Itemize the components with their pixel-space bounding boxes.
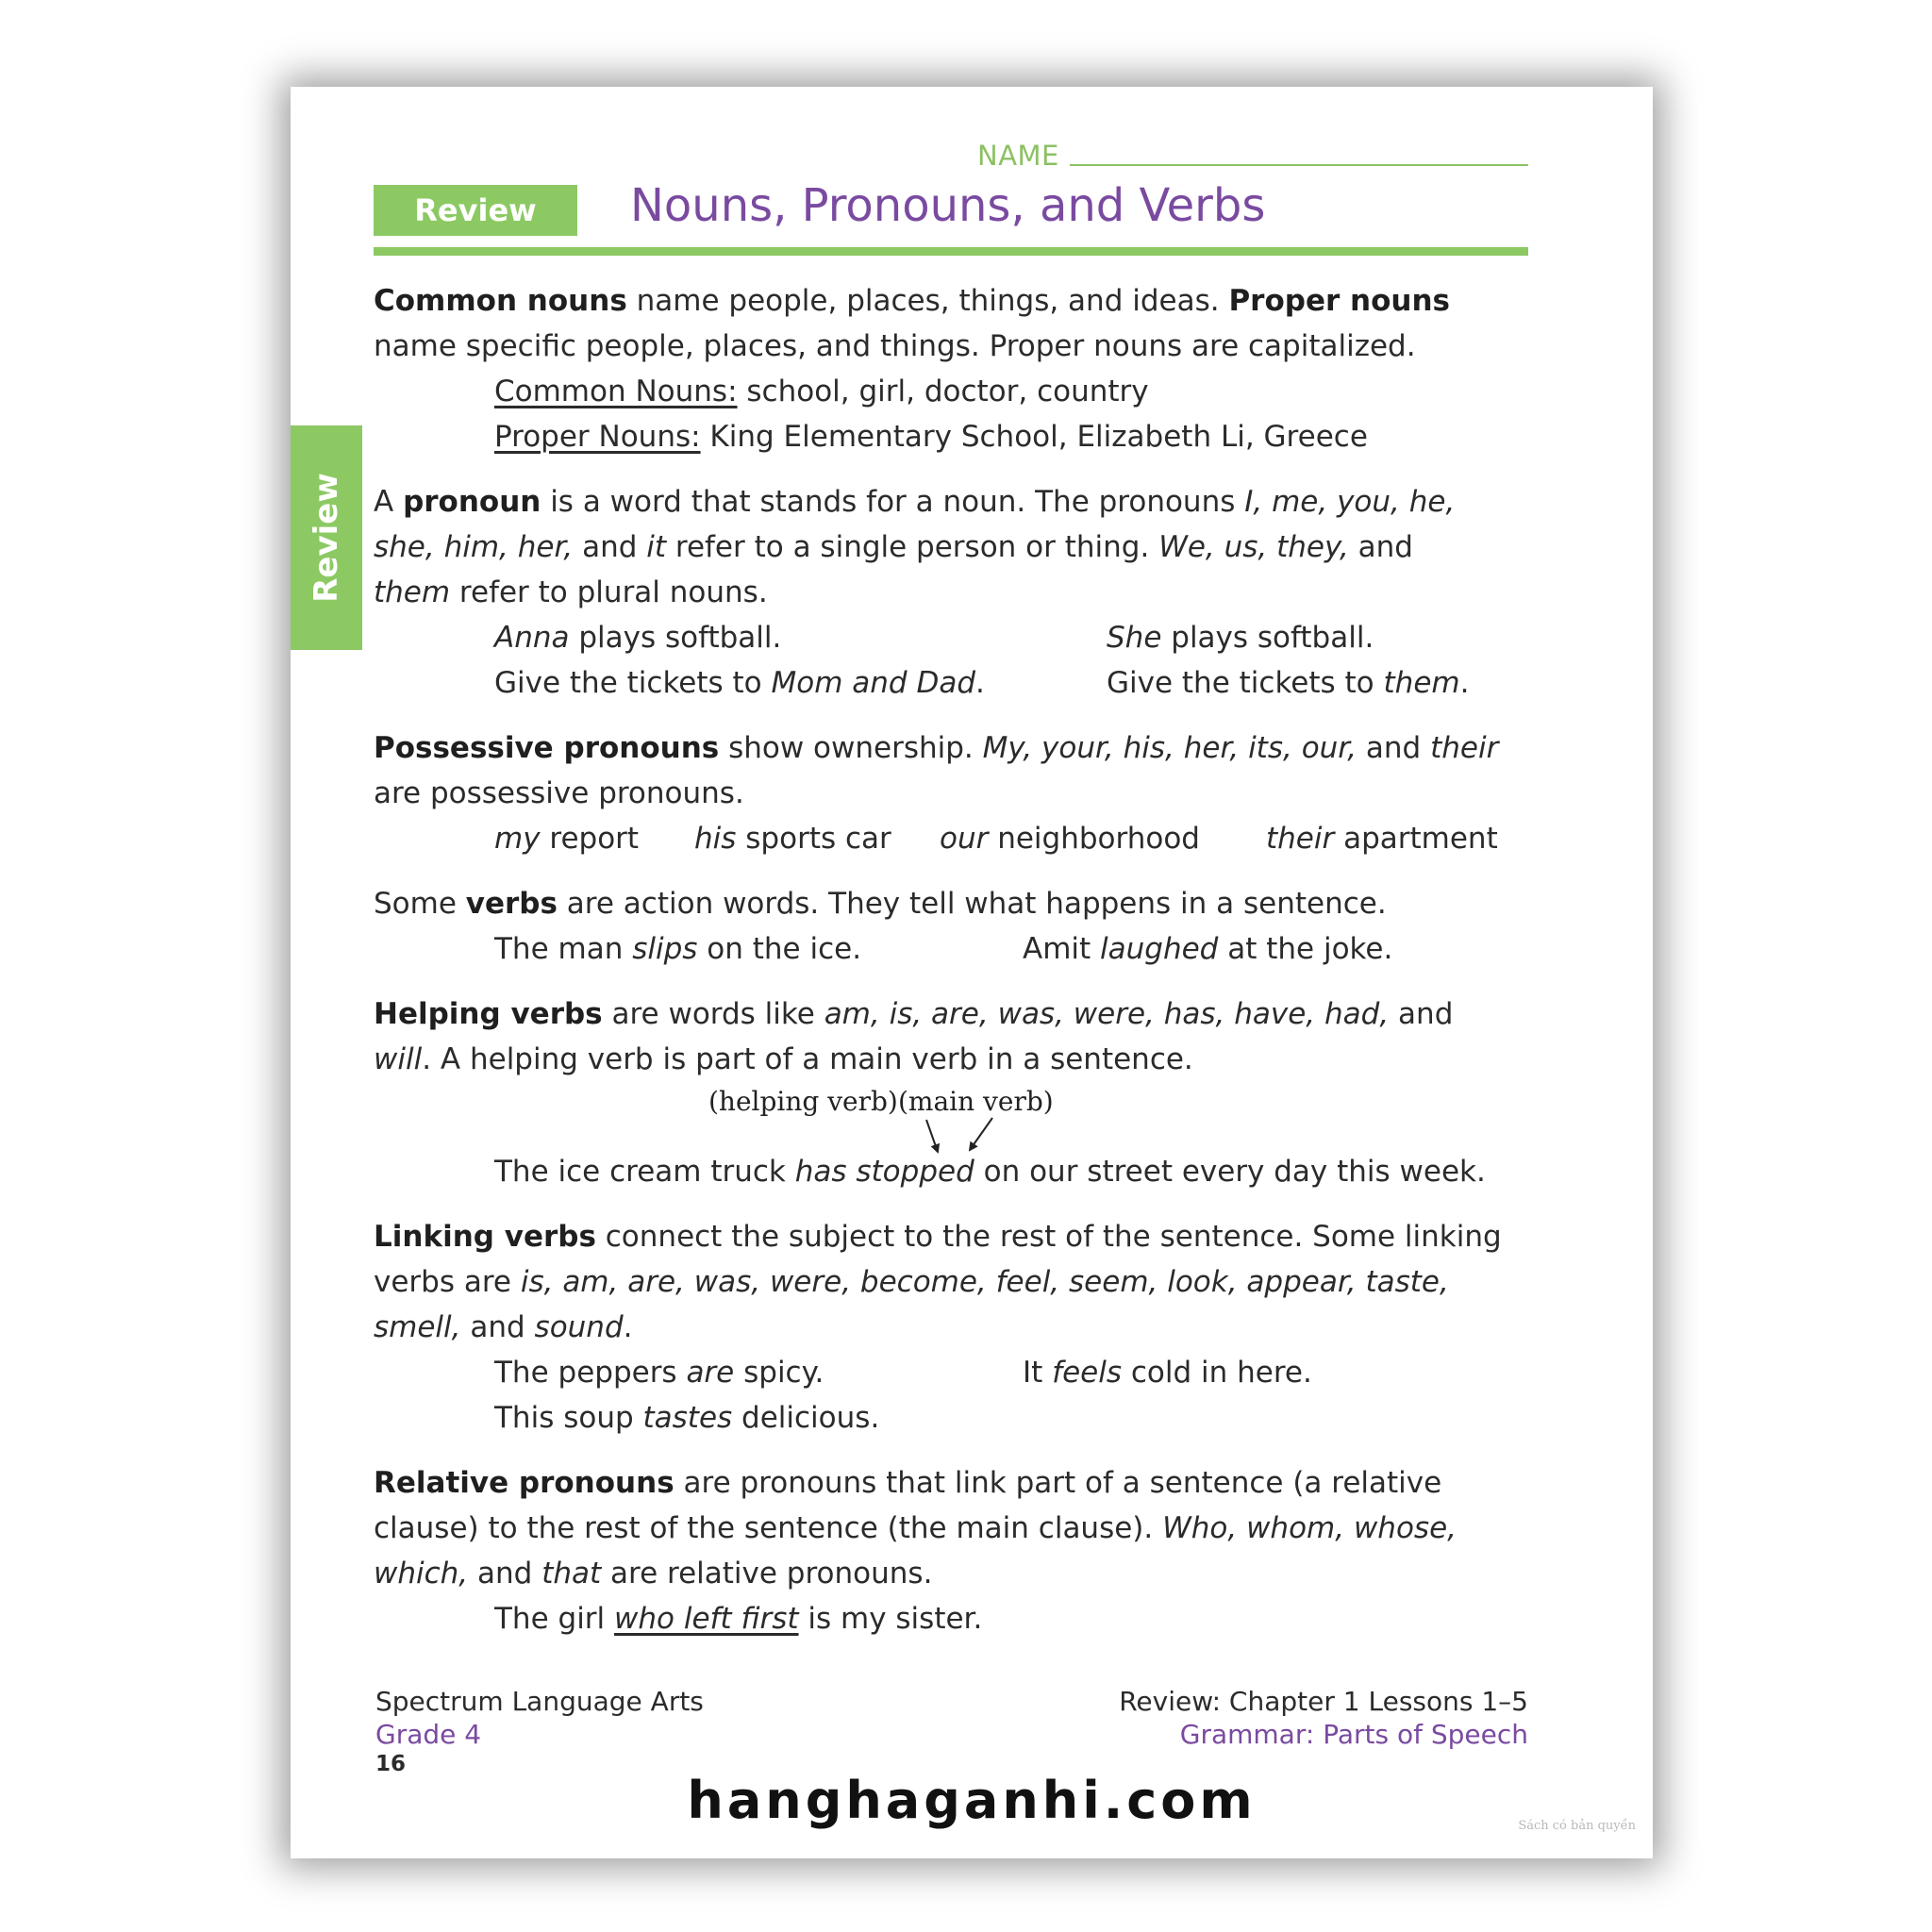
relative-line-3: which, and that are relative pronouns. [374,1557,933,1591]
main-verb-arrow-icon [970,1118,992,1150]
title-rule [374,247,1528,256]
verbs-example-2: Amit laughed at the joke. [1023,932,1393,966]
name-label: NAME [977,140,1059,172]
footer-page-number: 16 [375,1752,407,1776]
relative-example: The girl who left first is my sister. [494,1602,983,1636]
verbs-example-1: The man slips on the ice. [494,932,862,966]
main-verb-annotation: (main verb) [898,1086,1054,1117]
proper-nouns-example: Proper Nouns: King Elementary School, Elizabeth Li, Greece [494,420,1368,454]
linking-line-3: smell, and sound. [374,1310,633,1344]
possessive-line-1: Possessive pronouns show ownership. My, your, his, her, its, our, and their [374,731,1499,765]
pronoun-example-1: Anna plays softball. [494,621,782,655]
helping-example: The ice cream truck has stopped on our street every day this week. [494,1155,1486,1189]
helping-line-1: Helping verbs are words like am, is, are, was, were, has, have, had, and [374,997,1454,1031]
pronoun-example-2: She plays softball. [1107,621,1374,655]
footer-topic: Grammar: Parts of Speech [1179,1719,1528,1750]
possessive-example: my report [494,822,640,856]
watermark-text: hanghaganhi.com [687,1771,1257,1830]
possessive-example: our neighborhood [940,822,1200,856]
side-tab [291,425,362,650]
relative-line-2: clause) to the rest of the sentence (the main clause). Who, whom, whose, [374,1511,1457,1545]
verbs-line-1: Some verbs are action words. They tell what happens in a sentence. [374,887,1387,921]
common-nouns-line-2: name specific people, places, and things. Proper nouns are capitalized. [374,329,1416,363]
footer-book-title: Spectrum Language Arts [375,1686,704,1717]
copyright-note: Sách có bản quyền [1518,1819,1636,1833]
helping-verb-arrow-icon [926,1120,938,1152]
possessive-example: his sports car [694,822,891,856]
linking-example-3: This soup tastes delicious. [494,1401,880,1435]
possessive-line-2: are possessive pronouns. [374,776,744,810]
relative-line-1: Relative pronouns are pronouns that link part of a sentence (a relative [374,1466,1442,1500]
common-nouns-line-1: Common nouns name people, places, things, and ideas. Proper nouns [374,284,1451,318]
linking-example-1: The peppers are spicy. [494,1356,824,1390]
review-badge: Review [374,185,577,236]
helping-line-2: will. A helping verb is part of a main verb in a sentence. [374,1042,1193,1076]
page-title: Nouns, Pronouns, and Verbs [630,179,1266,232]
possessive-example: their apartment [1266,822,1498,856]
pronoun-line-1: A pronoun is a word that stands for a noun. The pronouns I, me, you, he, [374,485,1456,519]
footer-grade: Grade 4 [375,1719,482,1750]
linking-line-1: Linking verbs connect the subject to the rest of the sentence. Some linking [374,1220,1502,1254]
linking-example-2: It feels cold in here. [1023,1356,1312,1390]
pronoun-example-3: Give the tickets to Mom and Dad. [494,666,985,700]
helping-verb-annotation: (helping verb) [708,1086,898,1117]
linking-line-2: verbs are is, am, are, was, were, become, feel, seem, look, appear, taste, [374,1265,1449,1299]
pronoun-example-4: Give the tickets to them. [1107,666,1470,700]
side-tab-label: Review [308,473,345,603]
footer-chapter: Review: Chapter 1 Lessons 1–5 [1119,1686,1528,1717]
common-nouns-example: Common Nouns: school, girl, doctor, country [494,375,1149,408]
pronoun-line-3: them refer to plural nouns. [374,575,768,609]
name-line[interactable] [1070,164,1528,166]
pronoun-line-2: she, him, her, and it refer to a single person or thing. We, us, they, and [374,530,1413,564]
worksheet-page [291,87,1653,1858]
